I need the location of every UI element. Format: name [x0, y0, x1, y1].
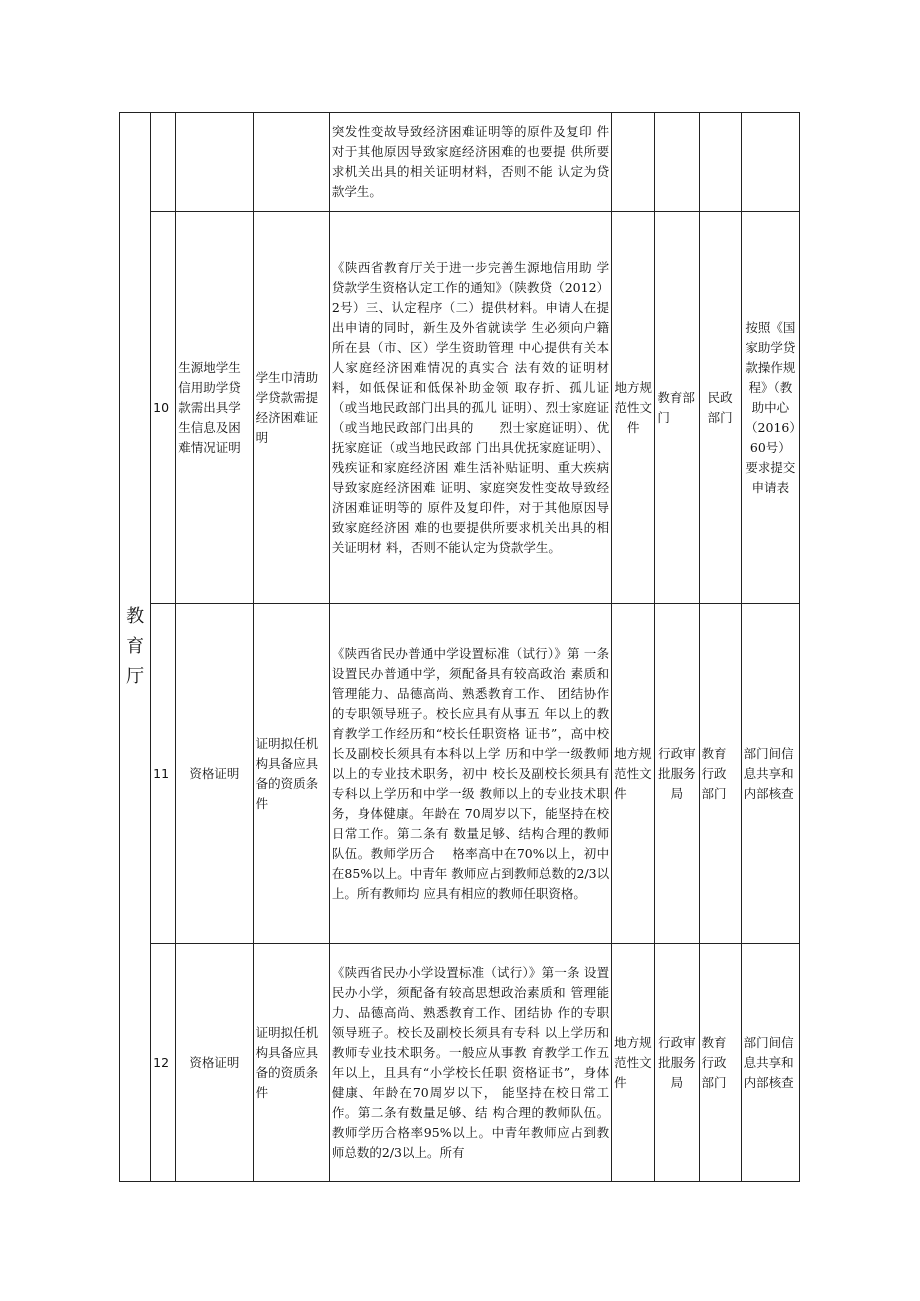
method-cell	[741, 113, 799, 212]
item-content-cell: 证明拟任机构具备应具备的资质条件	[253, 604, 329, 944]
item-content-cell: 证明拟任机构具备应具备的资质条件	[253, 944, 329, 1182]
item-content-cell: 学生巾清助学贷款需提经济困难证明	[253, 212, 329, 604]
method-cell: 部门间信息共享和内部核查	[741, 944, 799, 1182]
table-row	[120, 604, 800, 944]
basis-type-cell: 地方规范性文件	[612, 212, 655, 604]
issuer-cell	[655, 113, 699, 212]
verifier-cell	[699, 113, 741, 212]
basis-type-cell	[612, 113, 655, 212]
verifier-cell: 教育行政部门	[699, 944, 741, 1182]
verifier-cell: 教育行政部门	[699, 604, 741, 944]
item-name-cell: 生源地学生信用助学贷款需出具学生信息及困难情况证明	[176, 212, 253, 604]
issuer-cell: 行政审批服务局	[655, 604, 699, 944]
item-number-cell: 12	[151, 944, 176, 1182]
legal-basis-cell: 《陕西省民办普通中学设置标准（试行）》第 一条设置民办普通中学，须配备具有较高政治 素质和管理能力、品德高尚、熟悉教育工作、 团结协作的专职领导班子。校长应具有从事五 年以上的教育教学工作经历和“校长任职资格 证书”，高中校长及副校长须具有本科以上学 历和中学一级教师以上的专业技术职务，初中 校长及副校长须具有专科以上学历和中学一级 教师以上的专业技术职务，身体健康。年龄在 70周岁以下，能坚持在校日常工作。第二条有 数量足够、结构合理的教师队伍。教师学历合 格率高中在70%以上，初中在85%以上。中青年 教师应占到教师总数的2/3以上。所有教师均 应具有相应的教师任职资格。	[329, 604, 611, 944]
item-name-cell: 资格证明	[176, 604, 253, 944]
table-row	[120, 212, 800, 604]
legal-basis-cell: 突发性变故导致经济困难证明等的原件及复印 件对于其他原因导致家庭经济困难的也要提 供所要求机关出具的相关证明材料，否则不能 认定为贷款学生。	[329, 113, 611, 212]
item-name-cell: 资格证明	[176, 944, 253, 1182]
issuer-cell: 教育部门	[655, 212, 699, 604]
method-cell: 按照《国家助学贷款操作规程》（教助中心（2016）60号）要求提交申请表	[741, 212, 799, 604]
legal-basis-cell: 《陕西省民办小学设置标准（试行）》第一条 设置民办小学，须配备有较高思想政治素质和 管理能力、品德高尚、熟悉教育工作、团结协 作的专职领导班子。校长及副校长须具有专科 以上学历和教师专业技术职务。一般应从事教 育教学工作五年以上，且具有“小学校长任职 资格证书”，身体健康、年龄在70周岁以下， 能坚持在校日常工作。第二条有数量足够、结 构合理的教师队伍。教师学历合格率95%以上。中青年教师应占到教师总数的2/3以上。所有	[329, 944, 611, 1182]
issuer-cell: 行政审批服务局	[655, 944, 699, 1182]
item-number-cell: 10	[151, 212, 176, 604]
verifier-cell: 民政部门	[699, 212, 741, 604]
item-number-cell: 11	[151, 604, 176, 944]
item-name-cell	[176, 113, 253, 212]
department-char: 育	[126, 636, 145, 657]
department-char: 厅	[126, 666, 145, 687]
basis-type-cell: 地方规范性文件	[612, 944, 655, 1182]
item-content-cell	[253, 113, 329, 212]
table-row	[120, 944, 800, 1182]
department-char: 教	[126, 606, 145, 627]
item-number-cell	[151, 113, 176, 212]
department-cell	[120, 113, 151, 1182]
table-row	[120, 113, 800, 212]
basis-type-cell: 地方规范性文件	[612, 604, 655, 944]
legal-basis-cell: 《陕西省教育厅关于进一步完善生源地信用助 学贷款学生资格认定工作的通知》（陕教贷（2012） 2号）三、认定程序（二）提供材料。申请人在提出申请的同时，新生及外省就读学 生必须向户籍所在县（市、区）学生资助管理 中心提供有关本人家庭经济困难情况的真实合 法有效的证明材料，如低保证和低保补助金领 取存折、孤儿证（或当地民政部门出具的孤儿 证明）、烈士家庭证（或当地民政部门出具的 烈士家庭证明）、优抚家庭证（或当地民政部 门出具优抚家庭证明）、残疾证和家庭经济困 难生活补贴证明、重大疾病导致家庭经济困难 证明、家庭突发性变故导致经济困难证明等的 原件及复印件，对于其他原因导致家庭经济困 难的也要提供所要求机关出具的相关证明材 料，否则不能认定为贷款学生。	[329, 212, 611, 604]
document-table	[119, 112, 800, 1182]
method-cell: 部门间信息共享和内部核查	[741, 604, 799, 944]
